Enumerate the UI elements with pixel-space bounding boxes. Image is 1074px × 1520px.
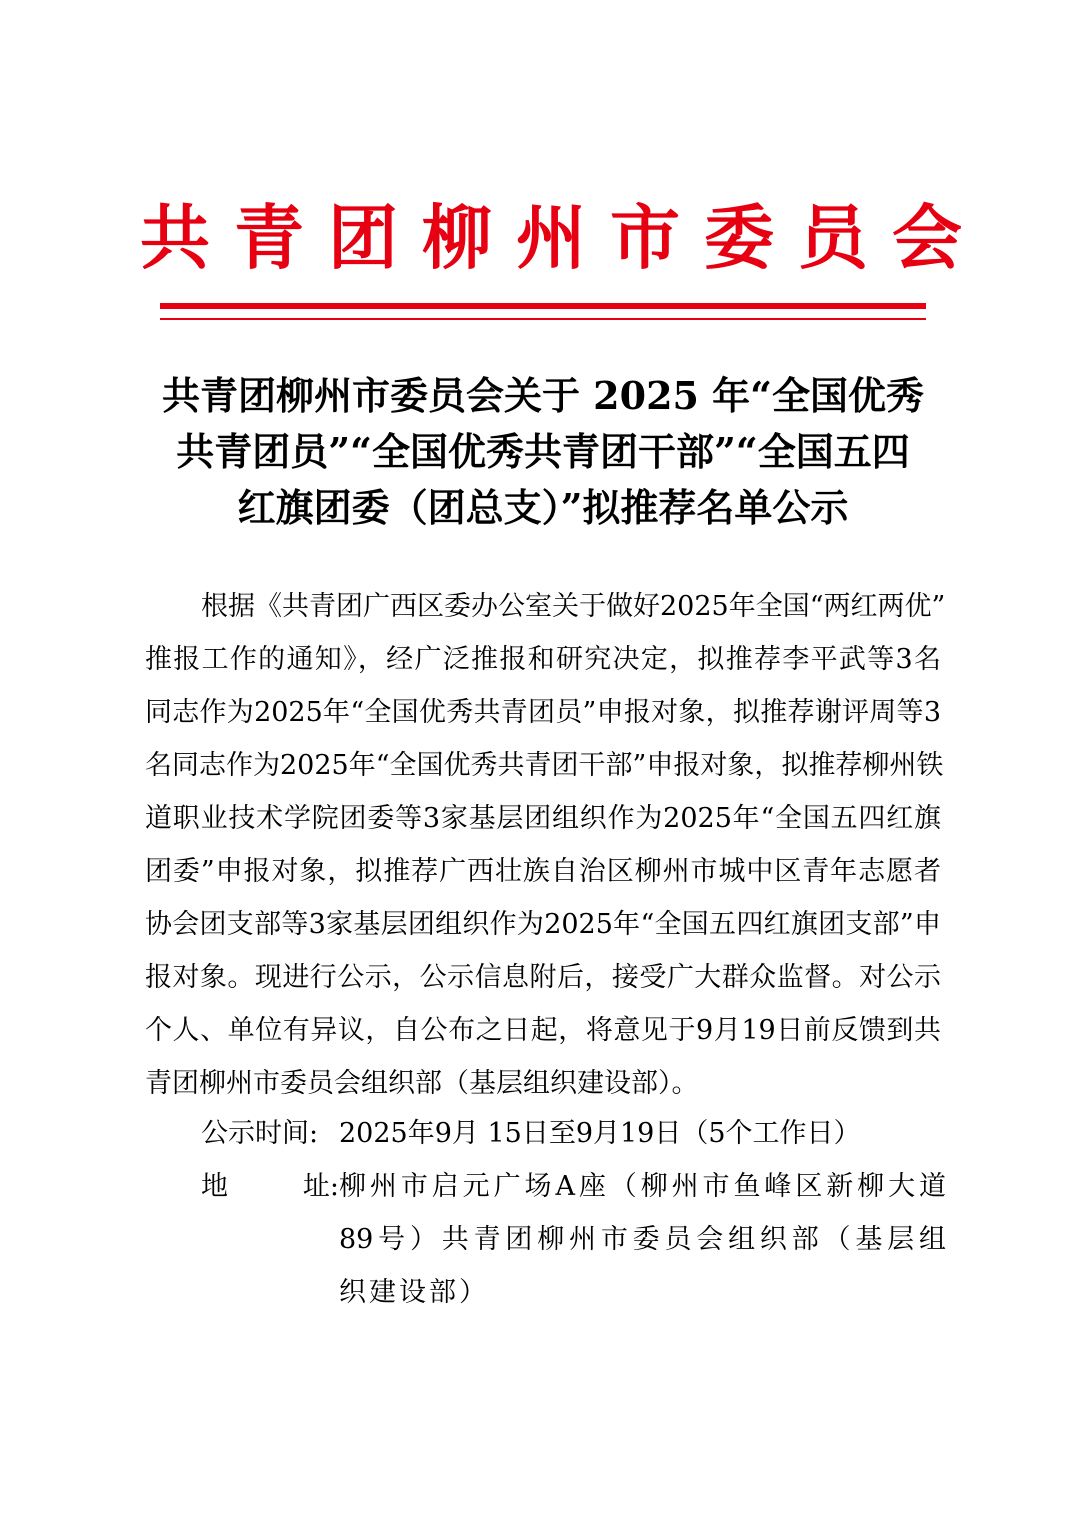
- organization-header: 共青团柳州市委员会: [140, 196, 986, 279]
- title-line-2: 共青团员”“全国优秀共青团干部”“全国五四: [176, 429, 910, 474]
- body-line-5: 道职业技术学院团委等3家基层团组织作为2025年“全国五四红旗: [145, 803, 941, 834]
- header-rule-thick: [160, 303, 926, 309]
- notice-time-label: 公示时间:: [201, 1118, 319, 1149]
- notice-address-label: 地 址:: [201, 1171, 339, 1202]
- body-line-1: 根据《共青团广西区委办公室关于做好2025年全国“两红两优”: [201, 591, 946, 622]
- body-line-9: 个人、单位有异议，自公布之日起，将意见于9月19日前反馈到共: [145, 1015, 941, 1046]
- notice-time-value: 2025年9月 15日至9月19日（5个工作日）: [339, 1118, 861, 1149]
- notice-info: [201, 1107, 946, 1319]
- address-line-1: 柳州市启元广场A座（柳州市鱼峰区新柳大道: [339, 1171, 946, 1202]
- notice-address-row: [201, 1160, 946, 1319]
- body-line-10: 青团柳州市委员会组织部（基层组织建设部）。: [145, 1068, 699, 1099]
- title-line-3: 红旗团委（团总支）”拟推荐名单公示: [237, 485, 849, 530]
- body-line-3: 同志作为2025年“全国优秀共青团员”申报对象，拟推荐谢评周等3: [145, 697, 941, 728]
- address-line-3: 织建设部）: [339, 1277, 489, 1308]
- notice-address-value: [339, 1160, 946, 1319]
- document-title: [140, 368, 946, 536]
- notice-time-row: [201, 1107, 946, 1160]
- body-line-2: 推报工作的通知》，经广泛推报和研究决定，拟推荐李平武等3名: [145, 644, 941, 675]
- body-line-7: 协会团支部等3家基层团组织作为2025年“全国五四红旗团支部”申: [145, 909, 941, 940]
- title-line-1: 共青团柳州市委员会关于 2025 年“全国优秀: [161, 373, 925, 418]
- body-line-6: 团委”申报对象，拟推荐广西壮族自治区柳州市城中区青年志愿者: [145, 856, 941, 887]
- body-line-8: 报对象。现进行公示，公示信息附后，接受广大群众监督。对公示: [145, 962, 941, 993]
- body-line-4: 名同志作为2025年“全国优秀共青团干部”申报对象，拟推荐柳州铁: [145, 750, 944, 781]
- address-line-2: 89号）共青团柳州市委员会组织部（基层组: [339, 1224, 946, 1255]
- body-paragraph: [145, 580, 946, 1110]
- header-rule-thin: [160, 318, 926, 320]
